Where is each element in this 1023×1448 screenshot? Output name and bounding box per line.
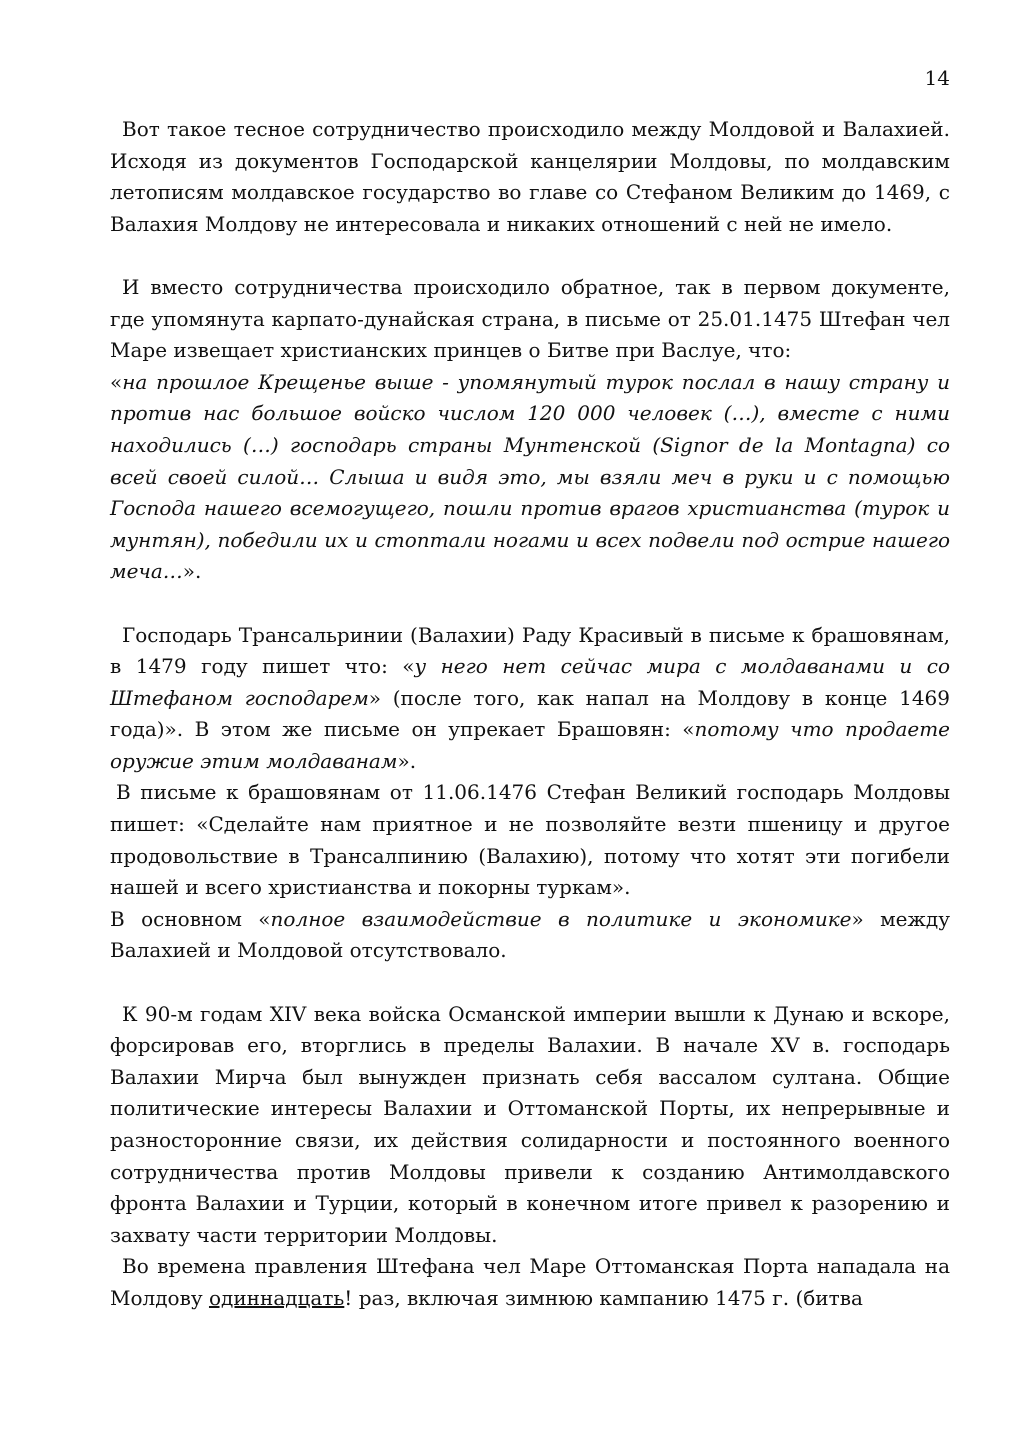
- paragraph-3: [110, 620, 950, 778]
- underlined-word: одиннадцать: [208, 1285, 345, 1310]
- paragraph-3-quote-2: потому что продаете оружие этим молдаванам: [110, 717, 951, 773]
- quote-open: «: [110, 369, 123, 394]
- paragraph-6: К 90-м годам XIV века войска Османской империи вышли к Дунаю и вскоре, форсировав его, вторглись в пределы Валахии. В начале XV в. господарь Валахии Мирча был вынужден признать себя вассалом султана. Общие политические интересы Валахии и Оттоманской Порты, их непрерывные и разносторонние связи, их действия солидарности и постоянного военного сотрудничества против Молдовы привели к созданию Антимолдавского фронта Валахии и Турции, который в конечном итоге привел к разорению и захвату части территории Молдовы.: [110, 1001, 950, 1247]
- paragraph-3-text-1: Господарь Трансальринии (Валахии) Раду Красивый в письме к брашовянам, в 1479 году пишет что: «: [110, 622, 950, 679]
- paragraph-2: [110, 272, 950, 588]
- paragraph-5-text-1: В основном «: [110, 906, 271, 931]
- paragraph-3-text-3: ».: [397, 748, 417, 773]
- paragraph-5-quote: полное взаимодействие в политике и экономике: [270, 906, 852, 931]
- paragraph-4: В письме к брашовянам от 11.06.1476 Стефан Великий господарь Молдовы пишет: «Сделайте нам приятное и не позволяйте везти пшеницу и другое продовольствие в Трансалпинию (Валахию), потому что хотят эти погибели нашей и всего христианства и покорны туркам».: [110, 780, 950, 900]
- paragraph-7-text-1: Во времена правления Штефана чел Маре Оттоманская Порта нападала на Молдову: [110, 1254, 950, 1310]
- paragraph-7-text-2: ! раз, включая зимнюю кампанию 1475 г. (битва: [344, 1285, 863, 1310]
- letter-quote: на прошлое Крещенье выше - упомянутый турок послал в нашу страну и против нас большое войско числом 120 000 человек (…), вместе с ними находились (…) господарь страны Мунтенской (Signor de la Montagna) со всей своей силой… Слыша и видя это, мы взяли меч в руки и с помощью Господа нашего всемогущего, пошли против врагов христианства (турок и мунтян), победили их и стоптали ногами и всех подвели под острие нашего меча…: [110, 369, 950, 584]
- document-body: [110, 114, 950, 1315]
- paragraph-3-text-2: » (после того, как напал на Молдову в конце 1469 года)». В этом же письме он упрекает Брашовян: «: [110, 685, 950, 742]
- paragraph-1: Вот такое тесное сотрудничество происходило между Молдовой и Валахией. Исходя из документов Господарской канцелярии Молдовы, по молдавским летописям молдавское государство во главе со Стефаном Великим до 1469, с Валахия Молдову не интересовала и никаких отношений с ней не имело.: [110, 117, 950, 236]
- quote-close: ».: [182, 559, 202, 584]
- paragraph-5: [110, 904, 950, 967]
- paragraph-5-text-2: » между Валахией и Молдовой отсутствовало.: [110, 906, 950, 963]
- paragraph-3-quote-1: у него нет сейчас мира с молдаванами и со Штефаном господарем: [110, 654, 950, 710]
- page-number: 14: [924, 66, 950, 90]
- paragraph-7: [110, 1251, 950, 1314]
- paragraph-2-text: И вместо сотрудничества происходило обратное, так в первом документе, где упомянута карпато-дунайская страна, в письме от 25.01.1475 Штефан чел Маре извещает христианских принцев о Битве при Васлуе, что:: [110, 274, 950, 363]
